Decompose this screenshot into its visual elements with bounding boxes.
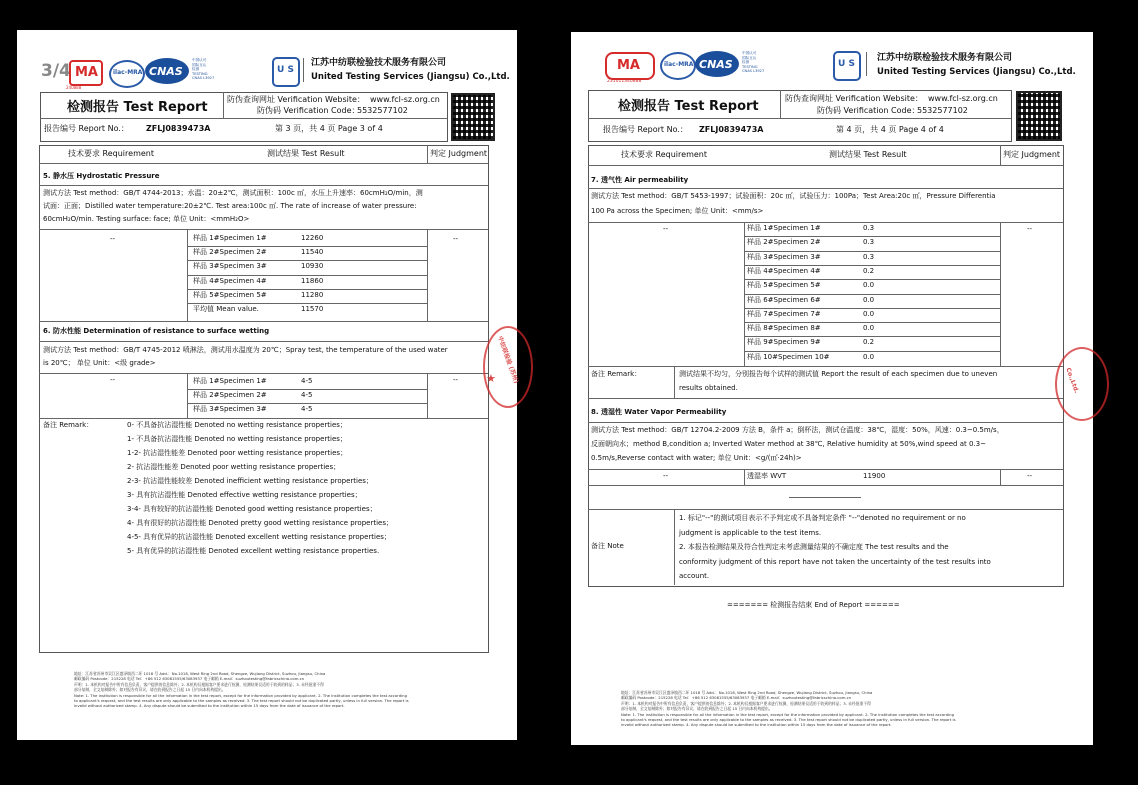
specimen-value: 0.0 <box>863 352 875 361</box>
remark-item: 4-5- 具有优异的抗沾湿性能 Denoted excellent wetting resistance properties； <box>127 533 391 541</box>
section-7-remark: 测试结果不均匀，分别报告每个试样的测试值 Report the result of each specimen due to uneven <box>679 370 998 378</box>
company-name-cn: 江苏中纺联检验技术服务有限公司 <box>877 53 1013 63</box>
cnas-logo: CNAS <box>695 51 739 77</box>
star-icon: ★ <box>486 372 496 385</box>
section-7-judgment: -- <box>1027 225 1033 233</box>
report-no: ZFLJ0839473A <box>699 125 764 134</box>
page-fraction-watermark: 3/4 <box>41 61 71 81</box>
verification-site: www.fcl-sz.org.cn <box>370 95 440 104</box>
specimen-label: 样品 2#Specimen 2# <box>747 238 821 247</box>
separator-line <box>789 497 861 498</box>
specimen-label: 样品 5#Specimen 5# <box>193 290 267 299</box>
remark-item: 0- 不具备抗沾湿性能 Denoted no wetting resistance properties； <box>127 421 347 429</box>
specimen-label: 样品 3#Specimen 3# <box>193 262 267 271</box>
specimen-value: 0.0 <box>863 309 875 318</box>
specimen-value: 0.0 <box>863 295 875 304</box>
specimen-value: 0.3 <box>863 252 875 261</box>
footer-disclaimer: 地址：江苏省苏州市吴江区盛泽镇西二环 1018 号 Add.：No.1018, West Ring 2nd Road, Shengze, Wujiang District, Suzhou, Jiangsu, China 邮政编码 Postcode：215228 电话 Tel：+86 512 63081555/63083937 电子邮箱 E-mail：suzhoutesting@fabricschina.com.cn 声明：1. 本机构对报告中所有信息负责，客户提供的信息除外；2. 本机构仅根据客户要求进行检测，检测结果仅适用于收到的样品；3. 未经批准不得 部分复制，全文复制除外；如对报告有异议，请在收到报告之日起 15 日内向本机构提出。 Note: 1. The institution is responsible for all the information in the test report, except for the information provided by applicant. 2. The institution completes the test according to applicant's request, and the test results are only applicable to the samples as received. 3. The test report should not be duplicated partly, unless in full version. The report is invalid without authorized stamp. 4. Any dispute should be submitted to the institution within 15 days from the date of issuance of the report. <box>74 671 409 709</box>
report-page-4: MA 231011340888 ilac-MRA CNAS 中国认可 国际互认 检测 TESTING CNAS L3927 U S 江苏中纺联检验技术服务有限公司 United Testing Services (Jiangsu) Co.,Ltd. 检测报告 Test Report 防伪查询网址 Verification Website： www.fcl-sz.org.cn 防伪码 Verification Code： 5532577102 报告编号 Report No.： ZFLJ0839473A 第 4 页，共 4 页 Page 4 of 4 技术要求 Requirement 测试结果 Test Result 判定 Judgment 7. 透气性 Air permeability 测试方法 Test method：GB/T 5453-1997；试验面积：20c ㎡，试验压力：100Pa；Test Area:20c ㎡，Pressure Differentia 100 Pa across the Specimen; 单位 Unit：<mm/s> -- -- 样品 1#Specimen 1# 0.3 样品 2#Specimen 2# 0.3 样品 3#Specimen 3# 0.3 样品 4#Specimen 4# 0.2 样品 5#Specimen 5# 0.0 样品 6#Specimen 6# 0.0 样品 7#Specimen 7# 0.0 样品 8#Specimen 8# 0.0 样品 9#Specimen 9# 0.2 样品 10#Specimen 10# 0.0 备注 Remark： 测试结果不均匀，分别报告每个试样的测试值 Report the result of each specimen due to uneven results obtained. 8. 透湿性 Water Vapor Permeability 测试方法 Test method：GB/T 12704.2-2009 方法 B，条件 a；倒杯法，测试仓温度：38℃，湿度：50%，风速：0.3~0.5m/s， 反面朝向水；method B,condition a; Inverted Water method at 38℃, Relative humidity at 50%,wind speed at 0.3~ 0.5m/s,Reverse contact with water; 单位 Unit：<g/(㎡·24h)> -- 透湿率 WVT 11900 -- 备注 Note 1. 标记"--"的测试项目表示不予判定或不具备判定条件 "--"denoted no requirement or no judgment is applicable to the test items. 2. 本报告检测结果及符合性判定未考虑测量结果的不确定度 The test results and the conformity judgment of this report have not taken the uncertainty of the test results into account. ======= 检测报告结束 End of Report ====== Co.,Ltd. 地址：江苏省苏州市吴江区盛泽镇西二环 1018 号 Add.：No.1018, West Ring 2nd Road, Shengze, Wujiang District, Suzhou, Jiangsu, China 邮政编码 Postcode：215228 电话 Tel：+86 512 63081555/63083937 电子邮箱 E-mail：suzhoutesting@fabricschina.com.cn 声明：1. 本机构对报告中所有信息负责，客户提供的信息除外；2. 本机构仅根据客户要求进行检测，检测结果仅适用于收到的样品；3. 未经批准不得 部分复制，全文复制除外；如对报告有异议，请在收到报告之日起 15 日内向本机构提出。 Note: 1. The institution is responsible for all the information in the test report, except for the information provided by applicant. 2. The institution completes the test according to applicant's request, and the test results are only applicable to the samples as received. 3. The test report should not be duplicated partly, unless in full version. The report is invalid without authorized stamp. 4. Any dispute should be submitted to the institution within 15 days from the date of issuance of the report. <box>571 32 1093 745</box>
specimen-label: 样品 1#Specimen 1# <box>193 377 267 385</box>
ilac-mra-logo: ilac-MRA <box>660 52 696 80</box>
section-5-judgment: -- <box>453 235 459 243</box>
section-5-title: 5. 静水压 Hydrostatic Pressure <box>43 172 160 180</box>
remark-item: 1-2- 抗沾湿性能差 Denoted poor wetting resistance properties； <box>127 449 348 457</box>
specimen-label: 样品 3#Specimen 3# <box>193 405 267 413</box>
column-header-judgment: 判定 Judgment <box>1003 150 1061 159</box>
specimen-value: 11570 <box>301 305 324 313</box>
note-item: judgment is applicable to the test items. <box>679 528 822 537</box>
logo-divider <box>303 58 304 82</box>
footer-disclaimer: 地址：江苏省苏州市吴江区盛泽镇西二环 1018 号 Add.：No.1018, West Ring 2nd Road, Shengze, Wujiang District, Suzhou, Jiangsu, China 邮政编码 Postcode：215228 电话 Tel：+86 512 63081555/63083937 电子邮箱 E-mail：suzhoutesting@fabricschina.com.cn 声明：1. 本机构对报告中所有信息负责，客户提供的信息除外；2. 本机构仅根据客户要求进行检测，检测结果仅适用于收到的样品；3. 未经批准不得 部分复制，全文复制除外；如对报告有异议，请在收到报告之日起 15 日内向本机构提出。 Note: 1. The institution is responsible for all the information in the test report, except for the information provided by applicant. 2. The institution completes the test according to applicant's request, and the test results are only applicable to the samples as received. 3. The test report should not be duplicated partly, unless in full version. The report is invalid without authorized stamp. 4. Any dispute should be submitted to the institution within 15 days from the date of issuance of the report. <box>621 690 956 728</box>
column-header-requirement: 技术要求 Requirement <box>621 150 707 159</box>
row-divider <box>187 403 427 404</box>
note-item: account. <box>679 572 710 580</box>
uts-logo: U S <box>833 51 861 81</box>
end-of-report: ======= 检测报告结束 End of Report ====== <box>727 601 900 609</box>
verification-code: 5532577102 <box>917 106 968 115</box>
verification-code: 5532577102 <box>357 106 408 115</box>
note-item: 2. 本报告检测结果及符合性判定未考虑测量结果的不确定度 The test results and the <box>679 543 949 551</box>
company-name-en: United Testing Services (Jiangsu) Co.,Ltd. <box>877 67 1076 77</box>
section-7-remark-label: 备注 Remark： <box>591 370 642 378</box>
column-header-judgment: 判定 Judgment <box>430 149 488 158</box>
report-no-label: 报告编号 Report No.： <box>44 124 129 133</box>
specimen-value: 4-5 <box>301 391 313 399</box>
ilac-mra-logo: ilac-MRA <box>109 60 145 88</box>
specimen-label: 样品 3#Specimen 3# <box>747 252 821 261</box>
cnas-caption: 中国认可 国际互认 检测 TESTING CNAS L3927 <box>192 58 215 81</box>
section-6-title: 6. 防水性能 Determination of resistance to surface wetting <box>43 327 270 335</box>
specimen-label: 样品 5#Specimen 5# <box>747 281 821 290</box>
specimen-value: 11540 <box>301 248 324 257</box>
specimen-value: 4-5 <box>301 405 313 413</box>
verification-site-label: 防伪查询网址 Verification Website： <box>785 94 923 103</box>
column-header-result: 测试结果 Test Result <box>829 150 907 159</box>
row-divider <box>187 303 427 304</box>
section-8-title: 8. 透湿性 Water Vapor Permeability <box>591 408 727 416</box>
cnas-logo: CNAS <box>145 58 189 84</box>
section-8-requirement: -- <box>663 472 669 480</box>
report-no-label: 报告编号 Report No.： <box>603 125 688 134</box>
section-8-judgment: -- <box>1027 472 1033 480</box>
specimen-label: 样品 1#Specimen 1# <box>193 234 267 242</box>
verification-code-label: 防伪码 Verification Code： <box>817 106 920 115</box>
remark-item: 1- 不具备抗沾湿性能 Denoted no wetting resistance properties； <box>127 435 347 443</box>
specimen-value: 10930 <box>301 262 324 271</box>
official-stamp <box>1055 347 1109 421</box>
specimen-value: 0.2 <box>863 266 875 275</box>
row-divider <box>187 275 427 276</box>
column-header-result: 测试结果 Test Result <box>267 149 345 158</box>
remark-item: 2-3- 抗沾湿性能较差 Denoted inefficient wetting resistance properties； <box>127 477 373 485</box>
specimen-label: 样品 6#Specimen 6# <box>747 295 821 304</box>
ma-number: 231011340888 <box>607 79 642 84</box>
specimen-label: 样品 1#Specimen 1# <box>747 224 821 232</box>
specimen-value: 11280 <box>301 290 324 299</box>
cnas-caption: 中国认可 国际互认 检测 TESTING CNAS L3927 <box>742 51 765 74</box>
qr-code-icon <box>451 93 495 141</box>
report-page-3: 3/4 MA 240888 ilac-MRA CNAS 中国认可 国际互认 检测 TESTING CNAS L3927 U S 江苏中纺联检验技术服务有限公司 United Testing Services (Jiangsu) Co.,Ltd. 检测报告 Test Report 防伪查询网址 Verification Website： www.fcl-sz.org.cn 防伪码 Verification Code： 5532577102 报告编号 Report No.： ZFLJ0839473A 第 3 页，共 4 页 Page 3 of 4 技术要求 Requirement 测试结果 Test Result 判定 Judgment 5. 静水压 Hydrostatic Pressure 测试方法 Test method：GB/T 4744-2013；水温：20±2℃，测试面积：100c ㎡，水压上升速率：60cmH₂O/min，测 试面：正面；Distilled water temperature:20±2℃. Test area:100c ㎡. The rate of increase of water pressure: 60cmH₂O/min. Testing surface: face; 单位 Unit：<mmH₂O> -- -- 样品 1#Specimen 1# 12260 样品 2#Specimen 2# 11540 样品 3#Specimen 3# 10930 样品 4#Specimen 4# 11860 样品 5#Specimen 5# 11280 平均值 Mean value. 11570 6. 防水性能 Determination of resistance to surface wetting 测试方法 Test method：GB/T 4745-2012 喷淋法，测试用水温度为 20℃；Spray test, the temperature of the used water is 20℃； 单位 Unit：<级 grade> -- -- 样品 1#Specimen 1# 4-5 样品 2#Specimen 2# 4-5 样品 3#Specimen 3# 4-5 备注 Remark： 0- 不具备抗沾湿性能 Denoted no wetting resistance properties； 1- 不具备抗沾湿性能 Denoted no wetting resistance properties； 1-2- 抗沾湿性能差 Denoted poor wetting resistance properties； 2- 抗沾湿性能差 Denoted poor wetting resistance properties； 2-3- 抗沾湿性能较差 Denoted inefficient wetting resistance properties； 3- 具有抗沾湿性能 Denoted effective wetting resistance properties； 3-4- 具有较好的抗沾湿性能 Denoted good wetting resistance properties； 4- 具有很好的抗沾湿性能 Denoted pretty good wetting resistance properties； 4-5- 具有优异的抗沾湿性能 Denoted excellent wetting resistance properties； 5- 具有优异的抗沾湿性能 Denoted excellent wetting resistance properties. 中纺联检验 (苏州) ★ 地址：江苏省苏州市吴江区盛泽镇西二环 1018 号 Add.：No.1018, West Ring 2nd Road, Shengze, Wujiang District, Suzhou, Jiangsu, China 邮政编码 Postcode：215228 电话 Tel：+86 512 63081555/63083937 电子邮箱 E-mail：suzhoutesting@fabricschina.com.cn 声明：1. 本机构对报告中所有信息负责，客户提供的信息除外；2. 本机构仅根据客户要求进行检测，检测结果仅适用于收到的样品；3. 未经批准不得 部分复制，全文复制除外；如对报告有异议，请在收到报告之日起 15 日内向本机构提出。 Note: 1. The institution is responsible for all the information in the test report, except for the information provided by applicant. 2. The institution completes the test according to applicant's request, and the test results are only applicable to the samples as received. 3. The test report should not be duplicated partly, unless in full version. The report is invalid without authorized stamp. 4. Any dispute should be submitted to the institution within 15 days from the date of issuance of the report. <box>17 30 517 740</box>
specimen-value: 0.2 <box>863 338 875 347</box>
row-divider <box>744 265 1000 266</box>
section-8-result-value: 11900 <box>863 472 886 480</box>
remark-item: 5- 具有优异的抗沾湿性能 Denoted excellent wetting resistance properties. <box>127 547 380 555</box>
page-number: 第 3 页，共 4 页 Page 3 of 4 <box>275 124 383 133</box>
uts-logo: U S <box>272 57 300 87</box>
ma-logo: MA <box>69 60 103 86</box>
remark-item: 3-4- 具有较好的抗沾湿性能 Denoted good wetting resistance properties； <box>127 505 377 513</box>
report-no: ZFLJ0839473A <box>146 124 211 133</box>
section-8-method: 测试方法 Test method：GB/T 12704.2-2009 方法 B，条件 a；倒杯法，测试仓温度：38℃，湿度：50%，风速：0.3~0.5m/s， <box>591 426 1004 434</box>
section-7-requirement: -- <box>663 225 669 233</box>
specimen-value: 0.3 <box>863 238 875 247</box>
specimen-label: 样品 8#Specimen 8# <box>747 324 821 333</box>
specimen-value: 0.0 <box>863 324 875 333</box>
specimen-label: 样品 2#Specimen 2# <box>193 391 267 399</box>
stamp-text: Co.,Ltd. <box>1064 366 1080 395</box>
company-name-en: United Testing Services (Jiangsu) Co.,Ltd. <box>311 72 510 82</box>
column-header-requirement: 技术要求 Requirement <box>68 149 154 158</box>
section-6-judgment: -- <box>453 376 459 384</box>
specimen-label: 样品 10#Specimen 10# <box>747 352 830 361</box>
report-title: 检测报告 Test Report <box>618 99 759 114</box>
row-divider <box>744 308 1000 309</box>
verification-code-label: 防伪码 Verification Code： <box>257 106 360 115</box>
specimen-label: 样品 2#Specimen 2# <box>193 248 267 257</box>
row-divider <box>744 251 1000 252</box>
section-6-requirement: -- <box>110 376 116 384</box>
qr-code-icon <box>1016 91 1062 141</box>
row-divider <box>744 322 1000 323</box>
company-name-cn: 江苏中纺联检验技术服务有限公司 <box>311 58 447 68</box>
verification-site-label: 防伪查询网址 Verification Website： <box>227 95 365 104</box>
specimen-label: 样品 9#Specimen 9# <box>747 338 821 347</box>
specimen-value: 0.3 <box>863 224 875 232</box>
row-divider <box>744 351 1000 352</box>
verification-site: www.fcl-sz.org.cn <box>928 94 998 103</box>
section-5-method: 测试方法 Test method：GB/T 4744-2013；水温：20±2℃，测试面积：100c ㎡，水压上升速率：60cmH₂O/min，测 <box>43 189 423 197</box>
ma-logo: MA <box>605 52 655 80</box>
section-6-method: 测试方法 Test method：GB/T 4745-2012 喷淋法，测试用水温度为 20℃；Spray test, the temperature of the used water <box>43 346 448 354</box>
specimen-label: 样品 7#Specimen 7# <box>747 309 821 318</box>
row-divider <box>187 289 427 290</box>
row-divider <box>744 294 1000 295</box>
specimen-label: 样品 4#Specimen 4# <box>193 276 267 285</box>
remark-item: 4- 具有很好的抗沾湿性能 Denoted pretty good wetting resistance properties； <box>127 519 393 527</box>
remark-item: 2- 抗沾湿性能差 Denoted poor wetting resistance properties； <box>127 463 341 471</box>
page-number: 第 4 页，共 4 页 Page 4 of 4 <box>836 125 944 134</box>
specimen-label: 样品 4#Specimen 4# <box>747 266 821 275</box>
specimen-value: 0.0 <box>863 281 875 290</box>
specimen-label: 平均值 Mean value. <box>193 305 259 313</box>
specimen-value: 11860 <box>301 276 324 285</box>
section-8-result-label: 透湿率 WVT <box>747 472 787 480</box>
report-title: 检测报告 Test Report <box>67 100 208 115</box>
section-7-title: 7. 透气性 Air permeability <box>591 176 689 184</box>
row-divider <box>187 389 427 390</box>
section-7-method: 测试方法 Test method：GB/T 5453-1997；试验面积：20c ㎡，试验压力：100Pa；Test Area:20c ㎡，Pressure Differentia <box>591 192 996 200</box>
stamp-text: 中纺联检验 (苏州) <box>496 335 520 385</box>
note-item: conformity judgment of this report have not taken the uncertainty of the test results into <box>679 557 991 566</box>
note-item: 1. 标记"--"的测试项目表示不予判定或不具备判定条件 "--"denoted no requirement or no <box>679 514 966 522</box>
remark-item: 3- 具有抗沾湿性能 Denoted effective wetting resistance properties； <box>127 491 362 499</box>
ma-number: 240888 <box>66 85 82 90</box>
specimen-value: 12260 <box>301 234 324 242</box>
remark-label: 备注 Remark： <box>43 421 94 429</box>
specimen-value: 4-5 <box>301 377 313 385</box>
note-label: 备注 Note <box>591 542 624 550</box>
section-5-requirement: -- <box>110 235 116 243</box>
